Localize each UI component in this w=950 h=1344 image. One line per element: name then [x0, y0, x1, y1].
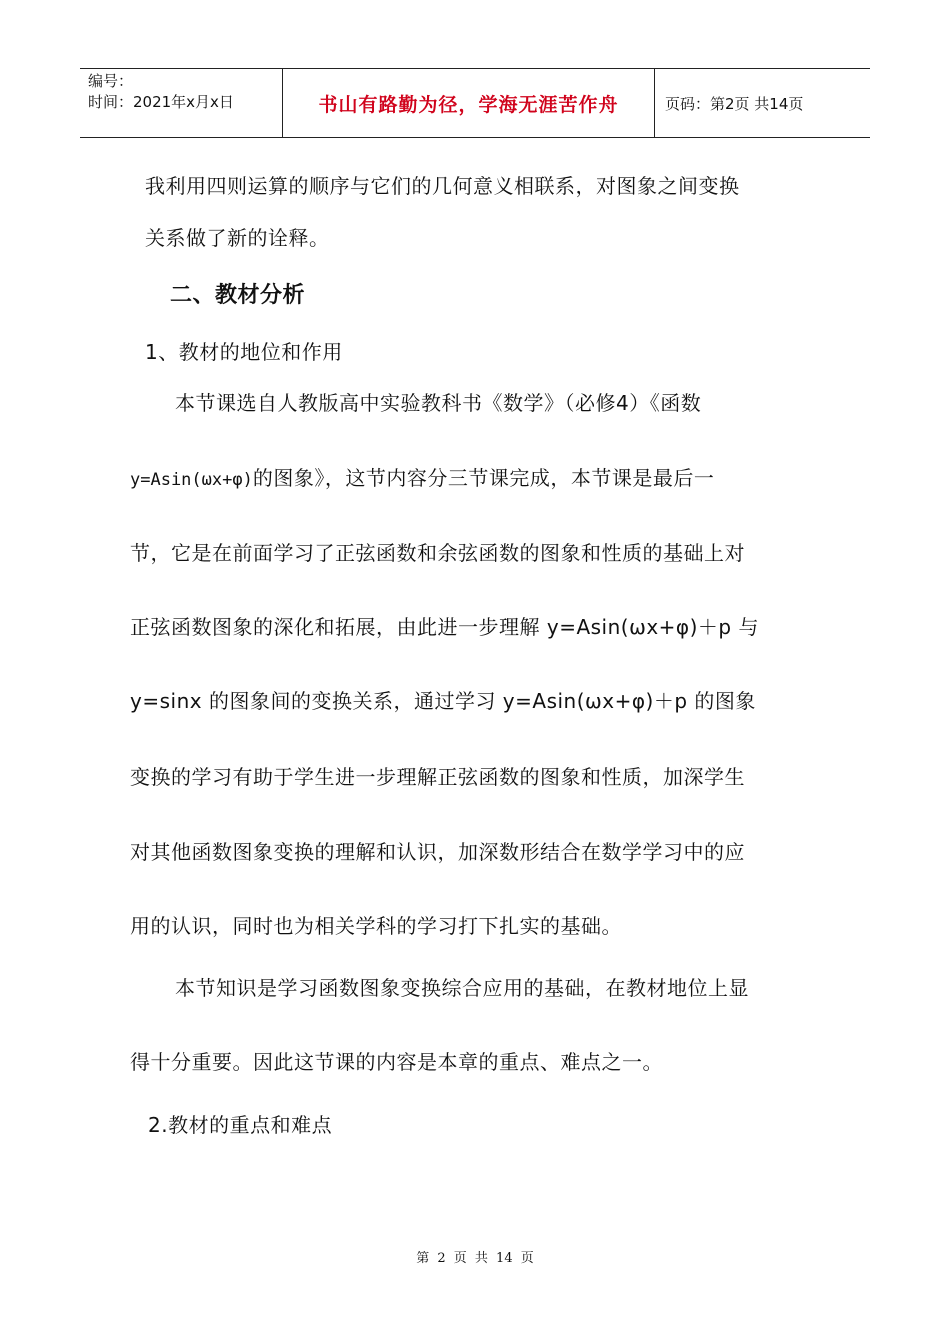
paragraph-line: 关系做了新的诠释。: [145, 226, 330, 250]
number-label: 编号：: [88, 72, 134, 90]
paragraph-line: 对其他函数图象变换的理解和认识，加深数形结合在数学学习中的应: [130, 840, 745, 864]
paragraph-line: 节，它是在前面学习了正弦函数和余弦函数的图象和性质的基础上对: [130, 541, 745, 565]
paragraph-line: 得十分重要。因此这节课的内容是本章的重点、难点之一。: [130, 1050, 663, 1074]
page-header: [80, 68, 870, 138]
paragraph-line: 变换的学习有助于学生进一步理解正弦函数的图象和性质，加深学生: [130, 765, 745, 789]
header-page-info: 页码：第2页 共14页: [665, 94, 804, 113]
paragraph-line: 本节课选自人教版高中实验教科书《数学》（必修4）《函数: [175, 391, 702, 415]
paragraph-text: 的图象》，这节内容分三节课完成，本节课是最后一: [252, 466, 715, 490]
section-heading: 二、教材分析: [170, 283, 306, 308]
paragraph-line: y=sinx 的图象间的变换关系，通过学习 y=Asin(ωx+φ)＋p 的图象: [130, 689, 756, 713]
paragraph-line: 我利用四则运算的顺序与它们的几何意义相联系，对图象之间变换: [145, 174, 740, 198]
paragraph-line: 正弦函数图象的深化和拓展，由此进一步理解 y=Asin(ωx+φ)＋p 与: [130, 615, 759, 639]
formula: y=Asin(ωx+φ): [130, 470, 253, 490]
paragraph-line: [130, 462, 714, 491]
subsection-heading: 2.教材的重点和难点: [148, 1113, 333, 1137]
page-footer: 第 2 页 共 14 页: [416, 1251, 534, 1266]
header-meta: [80, 69, 282, 137]
time-label: 时间：2021年x月x日: [88, 93, 234, 111]
header-motto: 书山有路勤为径，学海无涯苦作舟: [282, 69, 655, 137]
paragraph-line: 用的认识，同时也为相关学科的学习打下扎实的基础。: [130, 914, 622, 938]
paragraph-line: 本节知识是学习函数图象变换综合应用的基础，在教材地位上显: [175, 976, 749, 1000]
subsection-heading: 1、教材的地位和作用: [145, 340, 343, 364]
